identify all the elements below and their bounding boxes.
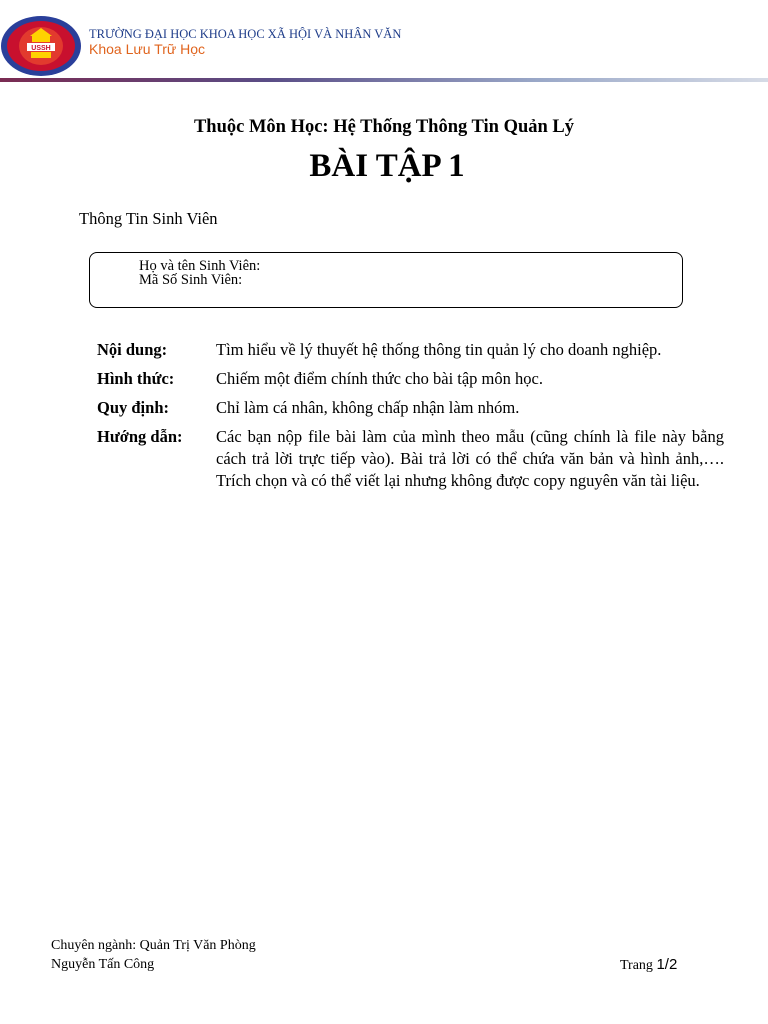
detail-row-format [97, 368, 724, 390]
detail-row-content [97, 339, 724, 361]
student-name-label: Họ và tên Sinh Viên: [139, 258, 261, 274]
student-id-label: Mã Số Sinh Viên: [139, 272, 243, 288]
detail-text: Các bạn nộp file bài làm của mình theo mẫu (cũng chính là file này bằng cách trả lời trực tiếp vào). Bài trả lời có thể chứa văn bản và hình ảnh,…. Trích chọn và có thể viết lại nhưng không được copy nguyên văn tài liệu. [216, 427, 724, 490]
logo-text: USSH [31, 45, 51, 52]
detail-label: Hướng dẫn: [97, 427, 183, 446]
detail-text: Chỉ làm cá nhân, không chấp nhận làm nhóm. [216, 398, 520, 417]
university-logo [0, 14, 84, 78]
detail-label: Hình thức: [97, 369, 175, 388]
exercise-title: BÀI TẬP 1 [309, 148, 465, 184]
detail-label: Quy định: [97, 398, 169, 417]
student-section-label: Thông Tin Sinh Viên [79, 209, 218, 228]
student-info-box [89, 252, 683, 308]
detail-text: Tìm hiểu về lý thuyết hệ thống thông tin quản lý cho doanh nghiệp. [216, 340, 662, 359]
footer-author: Nguyễn Tấn Công [51, 957, 155, 972]
footer-info [51, 936, 256, 974]
university-name: TRƯỜNG ĐẠI HỌC KHOA HỌC XÃ HỘI VÀ NHÂN VĂN [89, 27, 402, 41]
header-divider [0, 78, 768, 82]
detail-text: Chiếm một điểm chính thức cho bài tập môn học. [216, 369, 543, 388]
assignment-details [97, 339, 724, 499]
footer-major: Chuyên ngành: Quản Trị Văn Phòng [51, 938, 256, 953]
faculty-name: Khoa Lưu Trữ Học [89, 41, 206, 57]
subject-line: Thuộc Môn Học: Hệ Thống Thông Tin Quản Lý [193, 117, 575, 137]
detail-row-instructions [97, 426, 724, 492]
detail-row-rules [97, 397, 724, 419]
page-number: 1/2 [656, 956, 678, 973]
page-indicator [620, 955, 677, 975]
page-label: Trang [620, 958, 653, 973]
detail-label: Nội dung: [97, 340, 168, 359]
